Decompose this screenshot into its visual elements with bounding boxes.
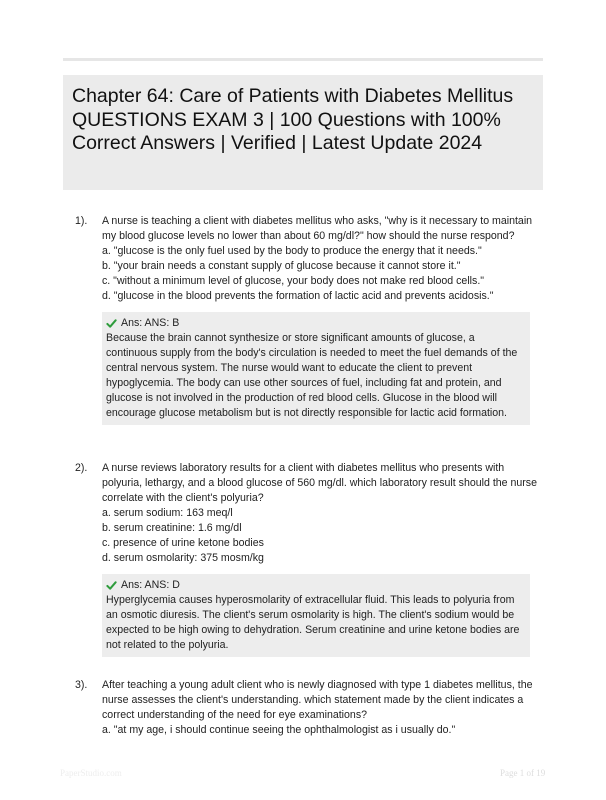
answer-label: Ans: ANS: D xyxy=(121,579,180,591)
answer-label: Ans: ANS: B xyxy=(121,317,180,329)
option-b: b. "your brain needs a constant supply of glucose because it cannot store it." xyxy=(102,260,461,272)
option-a: a. serum sodium: 163 meq/l xyxy=(102,507,233,519)
footer-watermark: PaperStudio.com xyxy=(60,768,122,778)
check-icon xyxy=(106,580,117,591)
question-stem: A nurse is teaching a client with diabetes mellitus who asks, "why is it necessary to maintain my blood glucose levels no lower than about 60 mg/dl?" how should the nurse respond? xyxy=(102,215,533,242)
question-1 xyxy=(75,214,545,425)
option-d: d. serum osmolarity: 375 mosm/kg xyxy=(102,552,264,564)
title-box xyxy=(63,75,543,190)
page-number: Page 1 of 19 xyxy=(500,768,546,778)
question-3 xyxy=(75,678,545,738)
check-icon xyxy=(106,318,117,329)
question-2 xyxy=(75,461,545,657)
option-a: a. "at my age, i should continue seeing the ophthalmologist as i usually do." xyxy=(102,724,456,736)
document-title: Chapter 64: Care of Patients with Diabetes Mellitus QUESTIONS EXAM 3 | 100 Questions with 100% Correct Answers | Verified | Latest Update 2024 xyxy=(72,85,514,154)
question-stem: After teaching a young adult client who is newly diagnosed with type 1 diabetes mellitus, the nurse assesses the client's understanding. which statement made by the client indicates a correct understanding of the need for eye examinations? xyxy=(102,679,533,721)
option-d: d. "glucose in the blood prevents the formation of lactic acid and prevents acidosis." xyxy=(102,290,494,302)
option-b: b. serum creatinine: 1.6 mg/dl xyxy=(102,522,242,534)
answer-rationale: Because the brain cannot synthesize or store significant amounts of glucose, a continuous supply from the body's circulation is needed to meet the fuel demands of the central nervous system. The nurse would want to educate the client to prevent hypoglycemia. The body can use other sources of fuel, including fat and protein, and glucose is not involved in the production of red blood cells. Glucose in the blood will encourage glucose metabolism but is not directly responsible for lactic acid formation. xyxy=(106,332,518,419)
answer-box xyxy=(102,574,530,657)
option-c: c. "without a minimum level of glucose, your body does not make red blood cells." xyxy=(102,275,485,287)
question-number: 1). xyxy=(75,215,88,227)
answer-box xyxy=(102,312,530,425)
question-stem: A nurse reviews laboratory results for a client with diabetes mellitus who presents with polyuria, lethargy, and a blood glucose of 560 mg/dl. which laboratory result should the nurse correlate with the client's polyuria? xyxy=(102,462,537,504)
question-number: 2). xyxy=(75,462,88,474)
top-divider xyxy=(63,58,543,61)
question-number: 3). xyxy=(75,679,88,691)
option-c: c. presence of urine ketone bodies xyxy=(102,537,264,549)
option-a: a. "glucose is the only fuel used by the body to produce the energy that it needs." xyxy=(102,245,482,257)
answer-rationale: Hyperglycemia causes hyperosmolarity of extracellular fluid. This leads to polyuria from an osmotic diuresis. The client's serum osmolarity is high. The client's sodium would be expected to be high owing to dehydration. Serum creatinine and urine ketone bodies are not related to the polyuria. xyxy=(106,594,520,651)
